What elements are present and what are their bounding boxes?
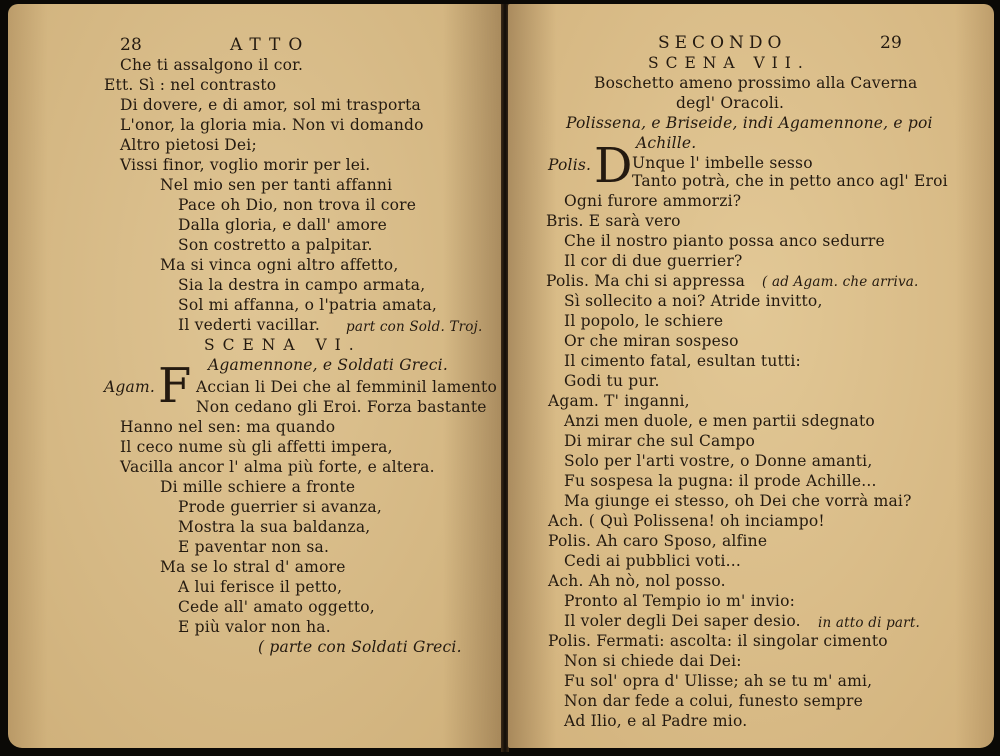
text-line: Accian li Dei che al femminil lamento	[196, 378, 497, 396]
running-head-right: SECONDO	[658, 33, 787, 53]
text-line: Polis. Fermati: ascolta: il singolar cimento	[548, 632, 888, 650]
text-line: Non cedano gli Eroi. Forza bastante	[196, 398, 487, 416]
speaker-label: Agam.	[104, 378, 155, 396]
text-line: Di mille schiere a fronte	[160, 478, 356, 496]
text-line: Polis. Ah caro Sposo, alfine	[548, 532, 768, 550]
stage-direction: in atto di part.	[818, 615, 920, 631]
text-line: Il ceco nume sù gli affetti impera,	[120, 438, 393, 456]
text-line: Il voler degli Dei saper desio.	[564, 612, 801, 630]
text-line: Cede all' amato oggetto,	[178, 598, 375, 616]
text-line: Il vederti vacillar.	[178, 316, 320, 334]
text-line: Il cor di due guerrier?	[564, 252, 743, 270]
stage-direction: part con Sold. Troj.	[346, 319, 483, 335]
text-line: Altro pietosi Dei;	[120, 136, 257, 154]
text-line: Sia la destra in campo armata,	[178, 276, 426, 294]
left-page	[8, 4, 502, 748]
running-head-left: ATTO	[230, 35, 311, 55]
speaker-label: Polis.	[548, 156, 592, 174]
text-line: Agam. T' inganni,	[548, 392, 690, 410]
text-line: Pronto al Tempio io m' invio:	[564, 592, 796, 610]
dropcap-d: D	[594, 138, 633, 194]
text-line: Il popolo, le schiere	[564, 312, 724, 330]
text-line: Ett. Sì : nel contrasto	[104, 76, 277, 94]
text-line: Anzi men duole, e men partii sdegnato	[564, 412, 875, 430]
text-line: Ogni furore ammorzi?	[564, 192, 742, 210]
text-line: Ach. ( Quì Polissena! oh inciampo!	[548, 512, 825, 530]
text-line: Unque l' imbelle sesso	[632, 154, 813, 172]
text-line: Vacilla ancor l' alma più forte, e altera.	[120, 458, 435, 476]
text-line: Sì sollecito a noi? Atride invitto,	[564, 292, 823, 310]
text-line: E paventar non sa.	[178, 538, 330, 556]
text-line: Ma si vinca ogni altro affetto,	[160, 256, 399, 274]
text-line: E più valor non ha.	[178, 618, 331, 636]
page-number-right: 29	[880, 33, 903, 53]
scene-title-right: SCENA VII.	[648, 54, 810, 72]
text-line: Vissi finor, voglio morir per lei.	[120, 156, 371, 174]
text-line: L'onor, la gloria mia. Non vi domando	[120, 116, 424, 134]
text-line: Che ti assalgono il cor.	[120, 56, 304, 74]
scene-setting: degl' Oracoli.	[676, 94, 785, 112]
text-line: Polis. Ma chi si appressa	[546, 272, 746, 290]
text-line: Or che miran sospeso	[564, 332, 739, 350]
text-line: Sol mi affanna, o l'patria amata,	[178, 296, 438, 314]
text-line: Non dar fede a colui, funesto sempre	[564, 692, 864, 710]
open-book	[8, 4, 994, 752]
scene-title-left: SCENA VI.	[204, 336, 362, 354]
scene-cast-left: Agamennone, e Soldati Greci.	[208, 356, 448, 374]
text-line: Non si chiede dai Dei:	[564, 652, 742, 670]
text-line: Dalla gloria, e dall' amore	[178, 216, 388, 234]
text-line: Ma se lo stral d' amore	[160, 558, 346, 576]
text-line: Il cimento fatal, esultan tutti:	[564, 352, 801, 370]
right-page	[508, 4, 994, 748]
text-line: Prode guerrier si avanza,	[178, 498, 382, 516]
scene-cast-right: Polissena, e Briseide, indi Agamennone, e poi	[566, 114, 933, 132]
text-line: Tanto potrà, che in petto anco agl' Eroi	[632, 172, 948, 190]
text-line: Nel mio sen per tanti affanni	[160, 176, 393, 194]
text-line: Di dovere, e di amor, sol mi trasporta	[120, 96, 421, 114]
text-line: Fu sol' opra d' Ulisse; ah se tu m' ami,	[564, 672, 873, 690]
text-line: Son costretto a palpitar.	[178, 236, 373, 254]
scene-cast-right: Achille.	[636, 134, 697, 152]
text-line: Mostra la sua baldanza,	[178, 518, 371, 536]
text-line: Solo per l'arti vostre, o Donne amanti,	[564, 452, 873, 470]
text-line: Godi tu pur.	[564, 372, 660, 390]
text-line: Ma giunge ei stesso, oh Dei che vorrà mai?	[564, 492, 912, 510]
text-line: Che il nostro pianto possa anco sedurre	[564, 232, 885, 250]
stage-direction: ( parte con Soldati Greci.	[258, 638, 462, 656]
text-line: Cedi ai pubblici voti...	[564, 552, 742, 570]
dropcap-f: F	[158, 358, 192, 414]
text-line: Ach. Ah nò, nol posso.	[548, 572, 726, 590]
scene-setting: Boschetto ameno prossimo alla Caverna	[594, 74, 918, 92]
text-line: Hanno nel sen: ma quando	[120, 418, 336, 436]
text-line: Di mirar che sul Campo	[564, 432, 755, 450]
stage-direction: ( ad Agam. che arriva.	[762, 274, 919, 290]
text-line: Ad Ilio, e al Padre mio.	[564, 712, 748, 730]
text-line: Pace oh Dio, non trova il core	[178, 196, 417, 214]
text-line: A lui ferisce il petto,	[178, 578, 343, 596]
text-line: Bris. E sarà vero	[546, 212, 681, 230]
page-number-left: 28	[120, 35, 143, 55]
text-line: Fu sospesa la pugna: il prode Achille...	[564, 472, 877, 490]
